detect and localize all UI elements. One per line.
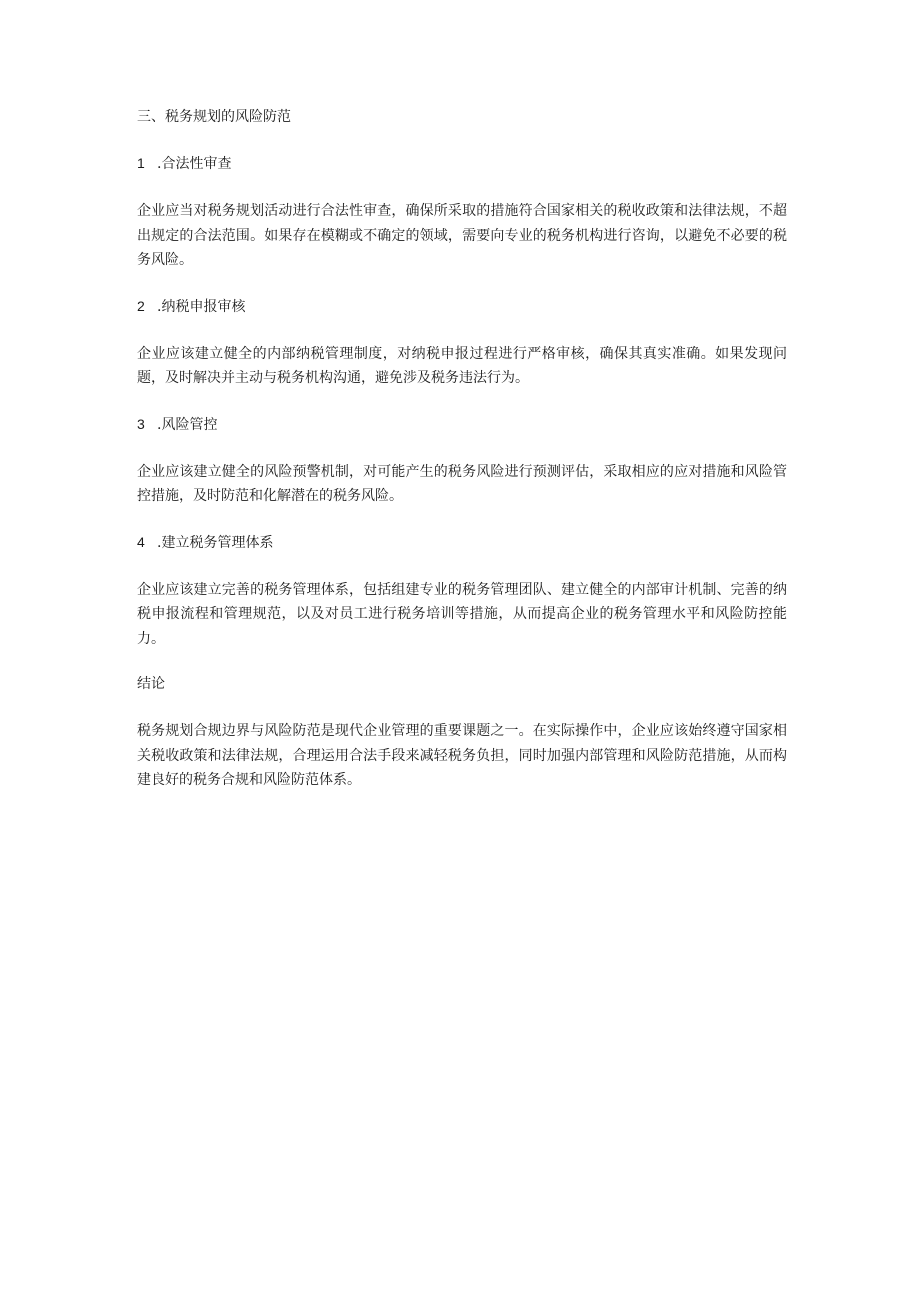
item-body-1: 企业应当对税务规划活动进行合法性审查，确保所采取的措施符合国家相关的税收政策和法律法规，不超出规定的合法范围。如果存在模糊或不确定的领域，需要向专业的税务机构进行咨询，以避免不必要的税务风险。 bbox=[137, 203, 787, 268]
item-number: 3 bbox=[137, 415, 145, 432]
section-title: 三、税务规划的风险防范 bbox=[137, 109, 291, 125]
item-body-2: 企业应该建立健全的内部纳税管理制度，对纳税申报过程进行严格审核，确保其真实准确。如果发现问题，及时解决并主动与税务机构沟通，避免涉及税务违法行为。 bbox=[137, 345, 787, 386]
item-title: .建立税务管理体系 bbox=[157, 534, 274, 551]
conclusion-body: 税务规划合规边界与风险防范是现代企业管理的重要课题之一。在实际操作中，企业应该始终遵守国家相关税收政策和法律法规，合理运用合法手段来减轻税务负担，同时加强内部管理和风险防范措施，从而构建良好的税务合规和风险防范体系。 bbox=[137, 723, 787, 788]
item-title: .纳税申报审核 bbox=[157, 298, 246, 315]
item-title: .合法性审查 bbox=[157, 156, 232, 172]
item-body-3: 企业应该建立健全的风险预警机制，对可能产生的税务风险进行预测评估，采取相应的应对措施和风险管控措施，及时防范和化解潜在的税务风险。 bbox=[137, 463, 787, 504]
item-title: .风险管控 bbox=[157, 416, 218, 433]
item-heading-1 bbox=[137, 152, 787, 175]
item-heading-4 bbox=[137, 531, 787, 554]
conclusion-title: 结论 bbox=[137, 676, 165, 692]
item-heading-2 bbox=[137, 295, 787, 318]
item-number: 1 bbox=[137, 155, 145, 171]
item-number: 2 bbox=[137, 297, 145, 314]
item-heading-3 bbox=[137, 413, 787, 436]
document-page bbox=[137, 106, 787, 815]
item-number: 4 bbox=[137, 533, 145, 550]
item-body-4: 企业应该建立完善的税务管理体系，包括组建专业的税务管理团队、建立健全的内部审计机制、完善的纳税申报流程和管理规范，以及对员工进行税务培训等措施，从而提高企业的税务管理水平和风险防控能力。 bbox=[137, 581, 787, 647]
